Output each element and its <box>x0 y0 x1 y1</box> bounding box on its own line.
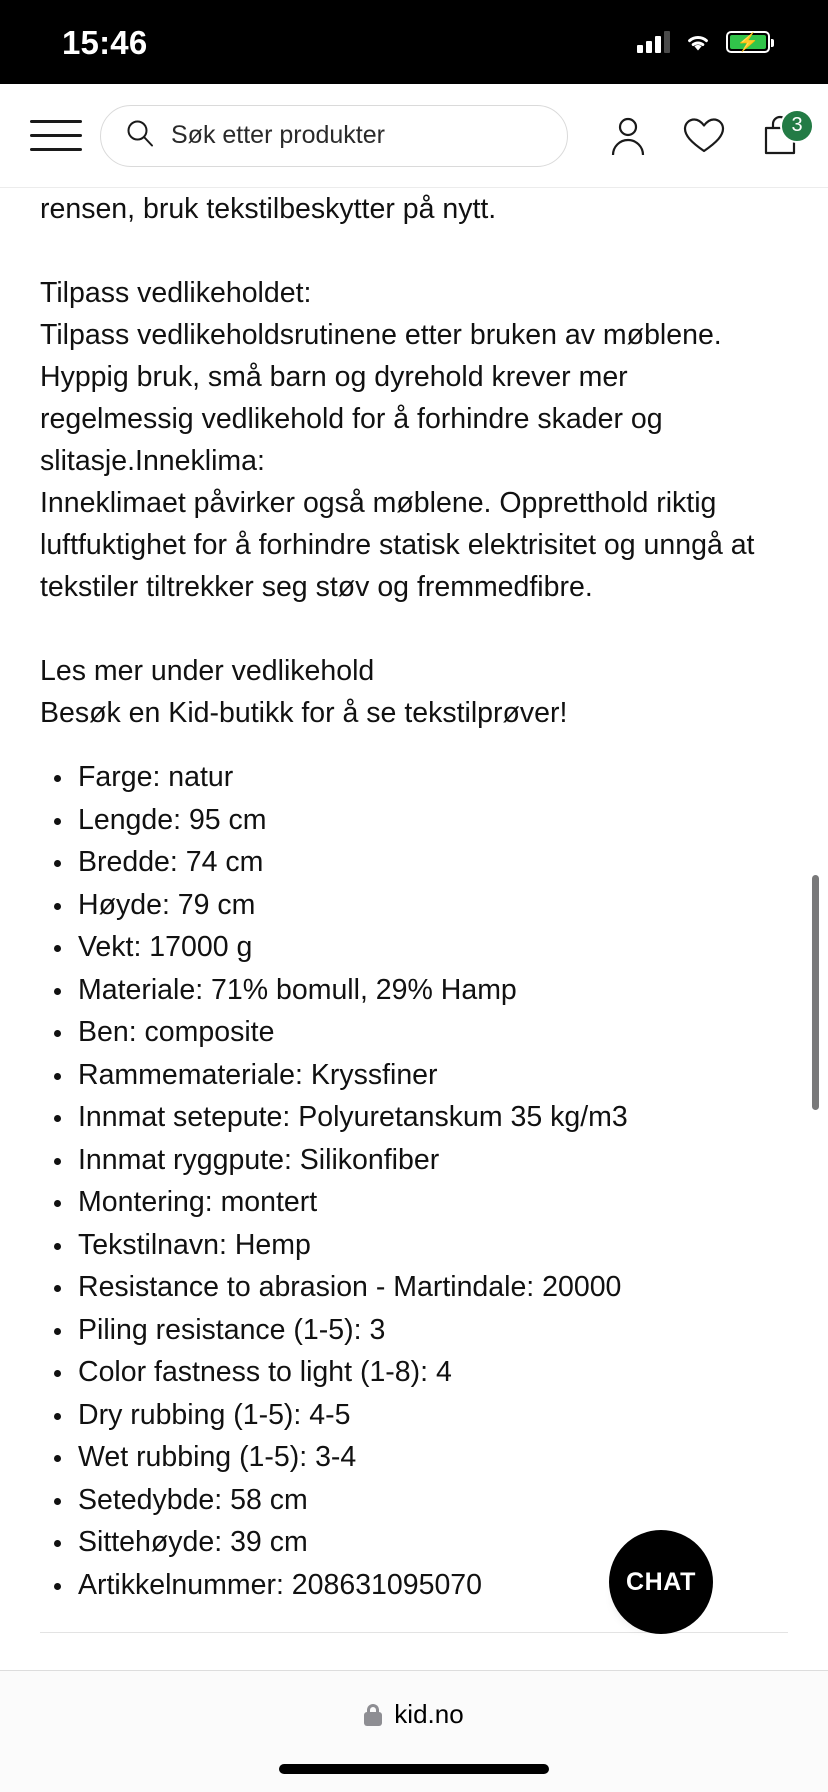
content-divider <box>40 1632 788 1633</box>
hamburger-menu-icon[interactable] <box>24 112 86 160</box>
address-bar[interactable] <box>364 1699 463 1730</box>
search-placeholder: Søk etter produkter <box>171 121 385 149</box>
search-input[interactable] <box>100 105 568 167</box>
shopping-bag-icon[interactable] <box>758 113 802 159</box>
paragraph-indoor-climate: Inneklimaet påvirker også møblene. Oppretthold riktig luftfuktighet for å forhindre statisk elektrisitet og unngå at tekstiler tiltrekker seg støv og fremmedfibre. <box>40 487 755 603</box>
list-item: Materiale: 71% bomull, 29% Hamp <box>40 969 788 1012</box>
page-scrollbar[interactable] <box>812 875 819 1110</box>
ios-status-bar <box>0 0 828 84</box>
list-item: Ben: composite <box>40 1011 788 1054</box>
list-item: Vekt: 17000 g <box>40 926 788 969</box>
list-item: Dry rubbing (1-5): 4-5 <box>40 1394 788 1437</box>
wifi-icon <box>684 31 712 53</box>
paragraph-visit-store: Besøk en Kid-butikk for å se tekstilprøver! <box>40 697 568 729</box>
link-read-more-maintenance[interactable]: Les mer under vedlikehold <box>40 655 375 687</box>
safari-bottom-bar <box>0 1670 828 1792</box>
list-item: Farge: natur <box>40 756 788 799</box>
status-bar-indicators <box>637 31 770 53</box>
search-icon <box>125 118 155 153</box>
list-item: Sittehøyde: 39 cm <box>40 1521 788 1564</box>
paragraph-continuation: rensen, bruk tekstilbeskytter på nytt. <box>40 193 497 225</box>
section-heading-maintenance: Tilpass vedlikeholdet: <box>40 277 312 309</box>
list-item: Bredde: 74 cm <box>40 841 788 884</box>
list-item: Innmat setepute: Polyuretanskum 35 kg/m3 <box>40 1096 788 1139</box>
list-item: Innmat ryggpute: Silikonfiber <box>40 1139 788 1182</box>
product-description-content <box>0 188 828 1670</box>
status-bar-clock: 15:46 <box>62 23 148 61</box>
user-account-icon[interactable] <box>606 113 650 159</box>
list-item: Montering: montert <box>40 1181 788 1224</box>
list-item: Artikkelnummer: 208631095070 <box>40 1564 788 1607</box>
list-item: Tekstilnavn: Hemp <box>40 1224 788 1267</box>
list-item: Høyde: 79 cm <box>40 884 788 927</box>
home-indicator <box>279 1764 549 1774</box>
cart-count-badge: 3 <box>780 109 814 143</box>
chat-button[interactable]: CHAT <box>609 1530 713 1634</box>
battery-charging-icon: ⚡ <box>726 31 770 53</box>
list-item: Resistance to abrasion - Martindale: 20000 <box>40 1266 788 1309</box>
list-item: Setedybde: 58 cm <box>40 1479 788 1522</box>
lock-icon <box>364 1704 382 1726</box>
list-item: Lengde: 95 cm <box>40 799 788 842</box>
list-item: Rammemateriale: Kryssfiner <box>40 1054 788 1097</box>
site-header <box>0 84 828 188</box>
list-item: Color fastness to light (1-8): 4 <box>40 1351 788 1394</box>
product-specs-list <box>40 756 788 1606</box>
cellular-signal-icon <box>637 31 670 53</box>
heart-icon[interactable] <box>682 113 726 159</box>
list-item: Piling resistance (1-5): 3 <box>40 1309 788 1352</box>
paragraph-maintenance-body: Tilpass vedlikeholdsrutinene etter bruken av møblene. Hyppig bruk, små barn og dyrehold krever mer regelmessig vedlikehold for å forhindre skader og slitasje.Inneklima: <box>40 319 722 477</box>
header-action-icons <box>606 113 806 159</box>
url-text: kid.no <box>394 1699 464 1729</box>
list-item: Wet rubbing (1-5): 3-4 <box>40 1436 788 1479</box>
